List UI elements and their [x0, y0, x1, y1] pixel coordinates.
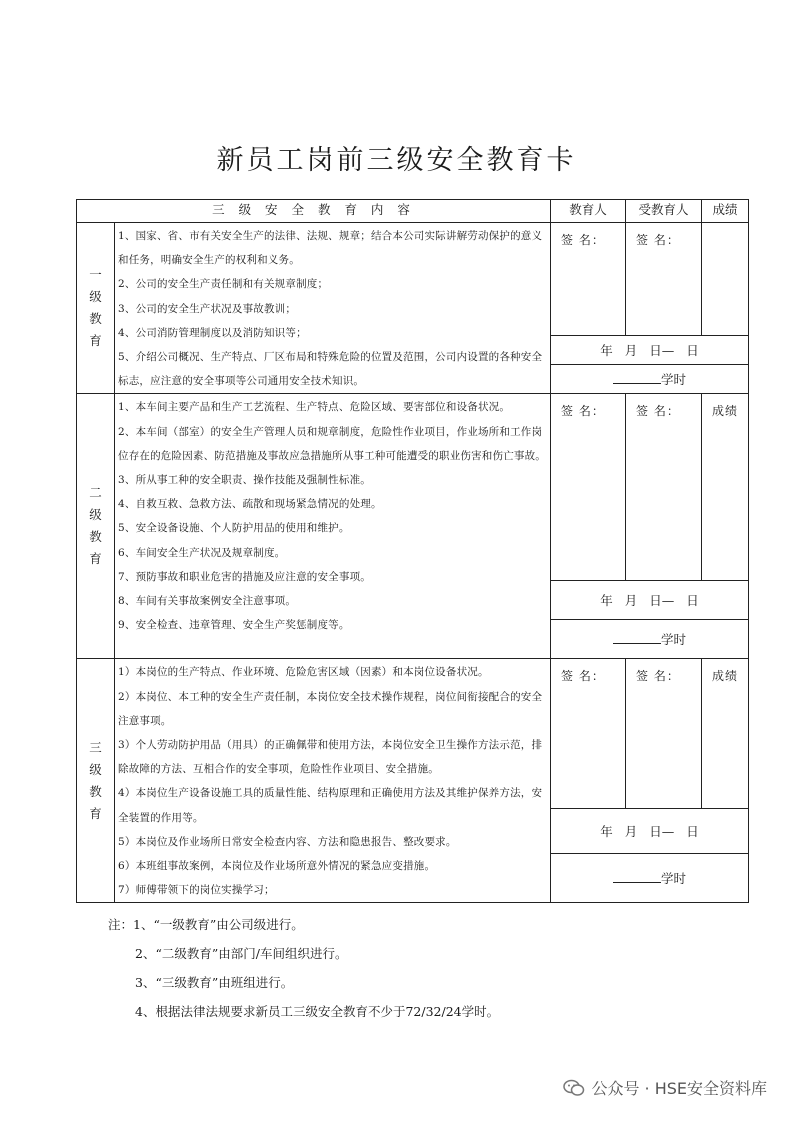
header-educator: 教育人	[551, 200, 626, 223]
level-1-trainee-signature[interactable]: 签 名：	[626, 223, 702, 336]
level-1-educator-signature[interactable]: 签 名：	[551, 223, 626, 336]
level-2-content	[115, 394, 551, 659]
list-item: 2）本岗位、本工种的安全生产责任制，本岗位安全技术操作规程，岗位间衔接配合的安全注意事项。	[118, 690, 543, 727]
list-item: 4）本岗位生产设备设施工具的质量性能、结构原理和正确使用方法及其维护保养方法，安全装置的作用等。	[118, 787, 543, 824]
list-item: 7）师傅带领下的岗位实操学习；	[118, 884, 275, 897]
level-2-trainee-signature[interactable]: 签 名：	[626, 394, 702, 581]
list-item: 5、介绍公司概况、生产特点、厂区布局和特殊危险的位置及范围，公司内设置的各种安全标志，应注意的安全事项等公司通用安全技术知识。	[118, 351, 543, 388]
list-item: 1、国家、省、市有关安全生产的法律、法规、规章；结合本公司实际讲解劳动保护的意义和任务，明确安全生产的权利和义务。	[118, 230, 543, 267]
level-1-score[interactable]	[702, 223, 749, 336]
level-2-score[interactable]: 成绩	[702, 394, 749, 581]
level-3-trainee-signature[interactable]: 签 名：	[626, 659, 702, 809]
level-3-date[interactable]: 年 月 日— 日	[551, 809, 749, 854]
list-item: 9、安全检查、违章管理、安全生产奖惩制度等。	[118, 619, 350, 632]
watermark-text: 公众号 · HSE安全资料库	[591, 1079, 767, 1098]
level-3-row	[77, 659, 749, 809]
level-2-date[interactable]: 年 月 日— 日	[551, 581, 749, 620]
list-item: 5）本岗位及作业场所日常安全检查内容、方法和隐患报告、整改要求。	[118, 835, 457, 848]
list-item: 6）本班组事故案例，本岗位及作业场所意外情况的紧急应变措施。	[118, 860, 436, 873]
level-1-label: 一 级 教 育	[77, 223, 115, 394]
list-item: 2、本车间（部室）的安全生产管理人员和规章制度，危险性作业项目，作业场所和工作岗位存在的危险因素、防范措施及事故应急措施所从事工种可能遭受的职业伤害和伤亡事故。	[118, 425, 546, 462]
level-2-label: 二 级 教 育	[77, 394, 115, 659]
level-1-date[interactable]: 年 月 日— 日	[551, 336, 749, 365]
level-1-row	[77, 223, 749, 336]
wechat-icon	[563, 1079, 585, 1097]
page-title: 新员工岗前三级安全教育卡	[216, 145, 577, 176]
list-item: 6、车间安全生产状况及规章制度。	[118, 546, 286, 559]
note-line: 4、根据法律法规要求新员工三级安全教育不少于72/32/24学时。	[135, 1004, 500, 1019]
level-3-hours[interactable]: 学时	[551, 854, 749, 903]
level-2-row	[77, 394, 749, 581]
list-item: 3、所从事工种的安全职责、操作技能及强制性标准。	[118, 474, 371, 487]
level-3-educator-signature[interactable]: 签 名：	[551, 659, 626, 809]
list-item: 4、公司消防管理制度以及消防知识等；	[118, 326, 307, 339]
level-2-educator-signature[interactable]: 签 名：	[551, 394, 626, 581]
note-line: 3、“三级教育”由班组进行。	[135, 975, 294, 990]
list-item: 2、公司的安全生产责任制和有关规章制度；	[118, 278, 329, 291]
list-item: 8、车间有关事故案例安全注意事项。	[118, 595, 297, 608]
watermark	[563, 1076, 767, 1099]
level-2-hours[interactable]: 学时	[551, 620, 749, 659]
level-1-content	[115, 223, 551, 394]
note-line: 2、“二级教育”由部门/车间组织进行。	[135, 946, 348, 961]
level-3-score[interactable]: 成绩	[702, 659, 749, 809]
table-header-row	[77, 200, 749, 223]
header-trainee: 受教育人	[626, 200, 702, 223]
hours-blank[interactable]	[613, 870, 661, 883]
level-1-hours[interactable]: 学时	[551, 365, 749, 394]
hours-blank[interactable]	[613, 371, 661, 384]
level-3-label: 三 级 教 育	[77, 659, 115, 903]
education-card-table	[76, 199, 749, 903]
note-line: 注：1、“一级教育”由公司级进行。	[108, 917, 304, 932]
list-item: 5、安全设备设施、个人防护用品的使用和维护。	[118, 522, 350, 535]
notes	[108, 910, 499, 1026]
list-item: 3、公司的安全生产状况及事故教训；	[118, 302, 297, 315]
list-item: 4、自救互救、急救方法、疏散和现场紧急情况的处理。	[118, 498, 382, 511]
list-item: 1）本岗位的生产特点、作业环境、危险危害区域（因素）和本岗位设备状况。	[118, 666, 489, 679]
list-item: 1、本车间主要产品和生产工艺流程、生产特点、危险区域、要害部位和设备状况。	[118, 401, 511, 414]
list-item: 7、预防事故和职业危害的措施及应注意的安全事项。	[118, 570, 371, 583]
hours-blank[interactable]	[613, 631, 661, 644]
list-item: 3）个人劳动防护用品（用具）的正确佩带和使用方法，本岗位安全卫生操作方法示范，排除故障的方法、互相合作的安全事项，危险性作业项目、安全措施。	[118, 739, 543, 776]
level-3-content	[115, 659, 551, 903]
header-content: 三 级 安 全 教 育 内 容	[77, 200, 551, 223]
header-score: 成绩	[702, 200, 749, 223]
